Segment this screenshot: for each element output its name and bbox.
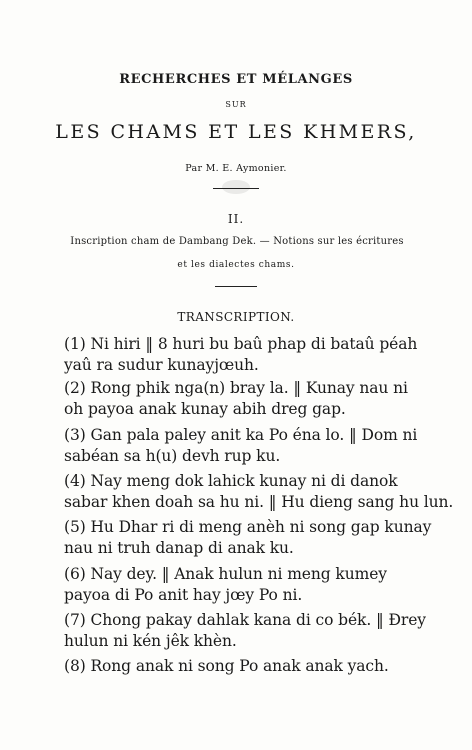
- text-line: oh payoa anak kunay abih dreg gap.: [64, 400, 346, 418]
- text-line: (6) Nay dey. ‖ Anak hulun ni meng kumey: [64, 565, 387, 583]
- transcription-paragraph: [64, 471, 454, 513]
- transcription-paragraph: [64, 334, 434, 376]
- text-line: (4) Nay meng dok lahick kunay ni di danok: [64, 472, 398, 490]
- section-heading: Inscription cham de Dambang Dek. — Notions sur les écritures: [70, 236, 404, 247]
- text-line: (1) Ni hiri ‖ 8 huri bu baû phap di bataû péah: [64, 335, 418, 353]
- section-heading-continued: et les dialectes chams.: [177, 260, 295, 270]
- text-line: (8) Rong anak ni song Po anak anak yach.: [64, 657, 389, 675]
- author-line: Par M. E. Aymonier.: [185, 163, 287, 174]
- transcription-paragraph: [64, 378, 434, 420]
- text-line: (5) Hu Dhar ri di meng anèh ni song gap kunay: [64, 518, 432, 536]
- text-line: payoa di Po anit hay jœy Po ni.: [64, 586, 303, 604]
- divider-rule: [213, 188, 259, 189]
- transcription-paragraph: [64, 610, 434, 652]
- text-line: (3) Gan pala paley anit ka Po éna lo. ‖ Dom ni: [64, 426, 418, 444]
- transcription-heading: TRANSCRIPTION.: [177, 310, 295, 324]
- transcription-paragraph: [64, 425, 434, 467]
- transcription-paragraph: [64, 564, 434, 606]
- main-title: RECHERCHES ET MÉLANGES: [119, 72, 353, 87]
- subject-title: LES CHAMS ET LES KHMERS,: [55, 121, 417, 143]
- title-connector: SUR: [225, 100, 247, 109]
- text-line: nau ni truh danap di anak ku.: [64, 539, 294, 557]
- text-line: sabéan sa h(u) devh rup ku.: [64, 447, 281, 465]
- text-line: hulun ni kén jêk khèn.: [64, 632, 237, 650]
- text-line: (2) Rong phik nga(n) bray la. ‖ Kunay nau ni: [64, 379, 408, 397]
- library-stamp: [222, 180, 250, 194]
- divider-rule: [215, 286, 257, 287]
- transcription-paragraph: [64, 656, 434, 677]
- transcription-paragraph: [64, 517, 434, 559]
- text-line: sabar khen doah sa hu ni. ‖ Hu dieng sang hu lun.: [64, 493, 454, 511]
- text-line: (7) Chong pakay dahlak kana di co bék. ‖ Ðrey: [64, 611, 426, 629]
- text-line: yaû ra sudur kunayjœuh.: [64, 356, 259, 374]
- section-number: II.: [227, 212, 245, 226]
